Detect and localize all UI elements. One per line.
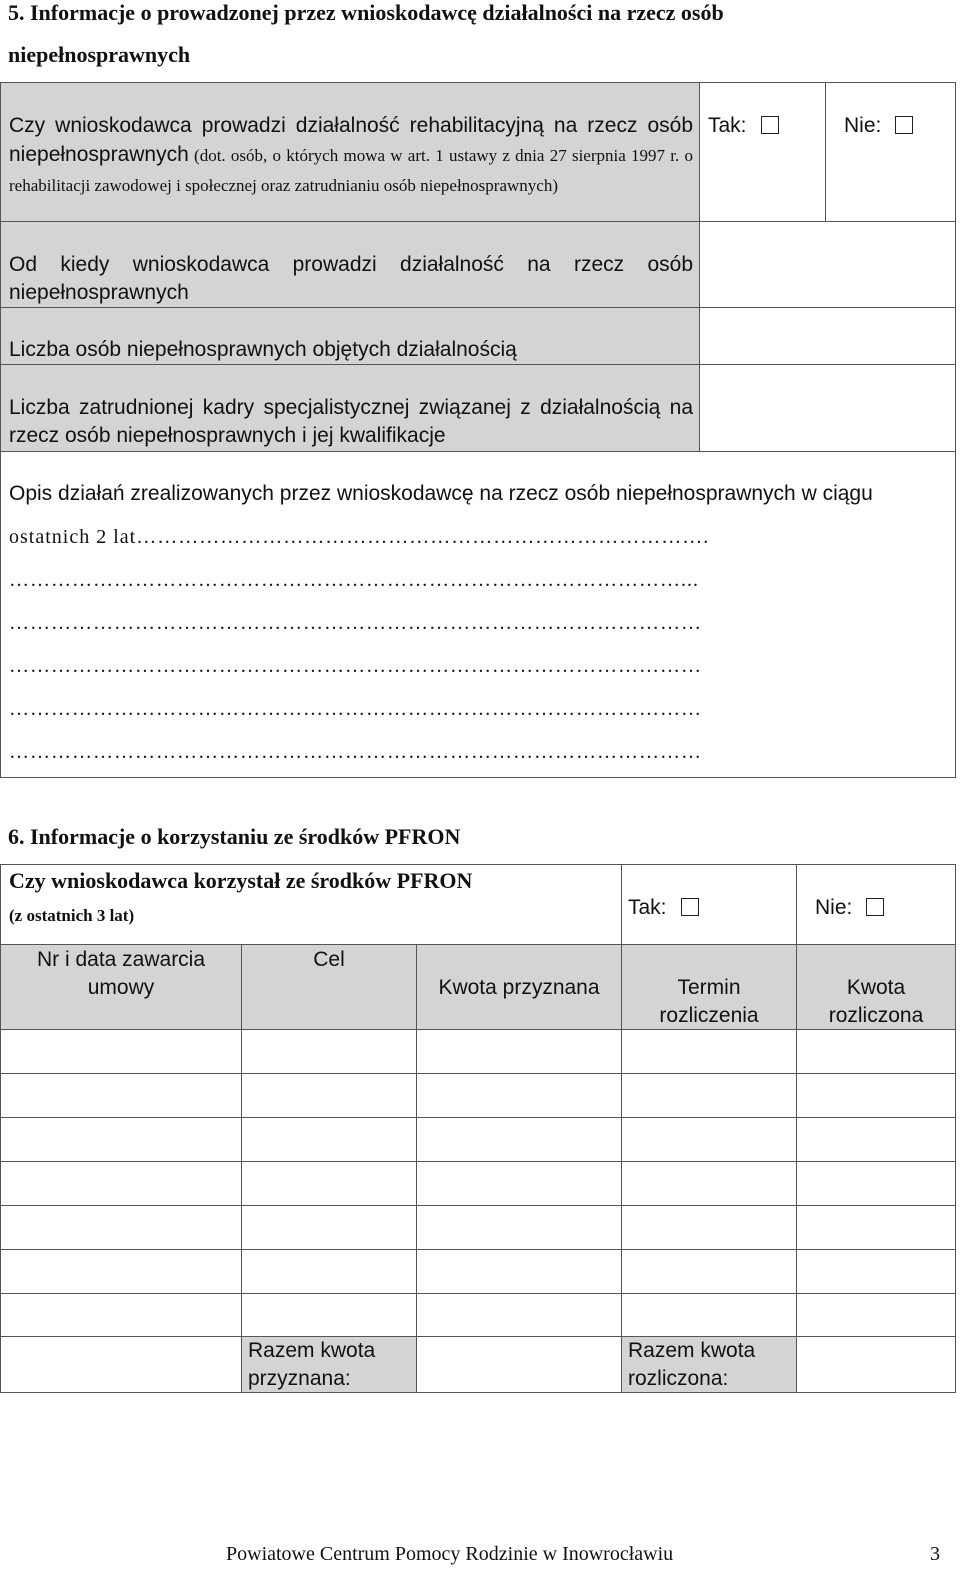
table-cell[interactable] — [621, 1249, 797, 1294]
table-cell[interactable] — [796, 1073, 956, 1118]
table-cell[interactable] — [241, 1205, 417, 1250]
dots-line: ……………………………………………………………………………………… — [9, 612, 702, 634]
pfron-tak-label: Tak: — [628, 896, 667, 919]
dots-lines — [9, 559, 702, 774]
section6-heading: 6. Informacje o korzystaniu ze środków PFRON — [8, 824, 461, 849]
table-cell[interactable] — [0, 1029, 242, 1074]
table-cell[interactable] — [416, 1029, 622, 1074]
tak-checkbox[interactable] — [761, 116, 779, 134]
section5-heading-line2: niepełnosprawnych — [8, 42, 191, 67]
q4-answer-cell[interactable] — [699, 364, 956, 452]
table-cell[interactable] — [241, 1161, 417, 1206]
dots-line: ……………………………………………………………………………………... — [9, 569, 699, 591]
table-cell[interactable] — [0, 1249, 242, 1294]
opis-line1: Opis działań zrealizowanych przez wnioskodawcę na rzecz osób niepełnosprawnych w ciągu — [9, 482, 873, 505]
pfron-nie-cell[interactable] — [796, 864, 956, 945]
table-cell[interactable] — [241, 1249, 417, 1294]
table-cell[interactable] — [241, 1029, 417, 1074]
table-cell[interactable] — [621, 1293, 797, 1337]
table-cell[interactable] — [0, 1117, 242, 1162]
pfron-nie-checkbox[interactable] — [866, 898, 884, 916]
pfron-nie-label: Nie: — [815, 896, 853, 919]
q3-answer-cell[interactable] — [699, 307, 956, 365]
total-granted-label: Razem kwota przyznana: — [241, 1336, 417, 1393]
table-cell[interactable] — [796, 1117, 956, 1162]
table-cell[interactable] — [241, 1293, 417, 1337]
pfron-tak-cell[interactable] — [621, 864, 797, 945]
table-cell[interactable] — [621, 1205, 797, 1250]
q2-answer-cell[interactable] — [699, 221, 956, 308]
nie-checkbox[interactable] — [895, 116, 913, 134]
col-header-termin-rozliczenia: Termin rozliczenia — [621, 944, 797, 1030]
pfron-question-sub: (z ostatnich 3 lat) — [9, 906, 135, 925]
totals-blank-cell — [0, 1336, 242, 1393]
table-cell[interactable] — [416, 1073, 622, 1118]
footer — [0, 1537, 960, 1567]
dots-line: ……………………………………………………………………………………… — [9, 698, 702, 720]
dots-line: ……………………………………………………………………………………… — [9, 741, 702, 763]
opis-cell[interactable] — [0, 451, 956, 778]
q1-tak-cell[interactable] — [699, 82, 826, 222]
q4-text: Liczba zatrudnionej kadry specjalistycznej związanej z działalnością na rzecz osób niepełnosprawnych i jej kwalifikacje — [9, 396, 693, 447]
table-cell[interactable] — [796, 1029, 956, 1074]
total-granted-value[interactable] — [416, 1336, 622, 1393]
total-settled-label: Razem kwota rozliczona: — [621, 1336, 797, 1393]
table-cell[interactable] — [241, 1117, 417, 1162]
col-header-nr-data: Nr i data zawarcia umowy — [0, 944, 242, 1030]
table-cell[interactable] — [416, 1205, 622, 1250]
table-cell[interactable] — [241, 1073, 417, 1118]
pfron-tak-checkbox[interactable] — [681, 898, 699, 916]
table-cell[interactable] — [0, 1205, 242, 1250]
table-cell[interactable] — [0, 1161, 242, 1206]
q4-cell — [0, 364, 700, 452]
q3-text: Liczba osób niepełnosprawnych objętych działalnością — [9, 338, 517, 361]
table-cell[interactable] — [416, 1249, 622, 1294]
col-header-cel: Cel — [241, 944, 417, 1030]
q1-main-text: Czy wnioskodawca prowadzi działalność rehabilitacyjną na rzecz osób niepełnosprawnych — [9, 114, 693, 166]
q2-cell — [0, 221, 700, 308]
footer-institution: Powiatowe Centrum Pomocy Rodzinie w Inowrocławiu — [226, 1543, 674, 1565]
table-cell[interactable] — [416, 1293, 622, 1337]
q2-text: Od kiedy wnioskodawca prowadzi działalność na rzecz osób niepełnosprawnych — [9, 253, 693, 304]
section5-heading-line1: 5. Informacje o prowadzonej przez wnioskodawcę działalności na rzecz osób — [8, 0, 724, 25]
q1-note-text: (dot. osób, o których mowa w art. 1 ustawy z dnia 27 sierpnia 1997 r. o rehabilitacji zawodowej i społecznej oraz zatrudnianiu osób niepełnosprawnych) — [9, 146, 693, 195]
table-cell[interactable] — [796, 1161, 956, 1206]
table-cell[interactable] — [416, 1161, 622, 1206]
table-cell[interactable] — [621, 1161, 797, 1206]
q1-cell — [0, 82, 700, 222]
table-cell[interactable] — [621, 1073, 797, 1118]
q3-cell — [0, 307, 700, 365]
dots-line: ……………………………………………………………………………………… — [9, 655, 702, 677]
table-cell[interactable] — [0, 1073, 242, 1118]
table-cell[interactable] — [416, 1117, 622, 1162]
col-header-kwota-rozliczona: Kwota rozliczona — [796, 944, 956, 1030]
tak-label: Tak: — [708, 114, 747, 137]
pfron-question-cell — [0, 864, 622, 945]
total-settled-value[interactable] — [796, 1336, 956, 1393]
q1-nie-cell[interactable] — [825, 82, 956, 222]
nie-label: Nie: — [844, 114, 882, 137]
table-cell[interactable] — [0, 1293, 242, 1337]
page-number: 3 — [930, 1543, 940, 1565]
table-cell[interactable] — [621, 1029, 797, 1074]
table-cell[interactable] — [796, 1205, 956, 1250]
col-header-kwota-przyznana: Kwota przyznana — [416, 944, 622, 1030]
pfron-question: Czy wnioskodawca korzystał ze środków PFRON — [9, 868, 473, 893]
table-cell[interactable] — [796, 1293, 956, 1337]
table-cell[interactable] — [796, 1249, 956, 1294]
table-cell[interactable] — [621, 1117, 797, 1162]
opis-line2: ostatnich 2 lat………………………………………………………………………. — [9, 526, 710, 548]
